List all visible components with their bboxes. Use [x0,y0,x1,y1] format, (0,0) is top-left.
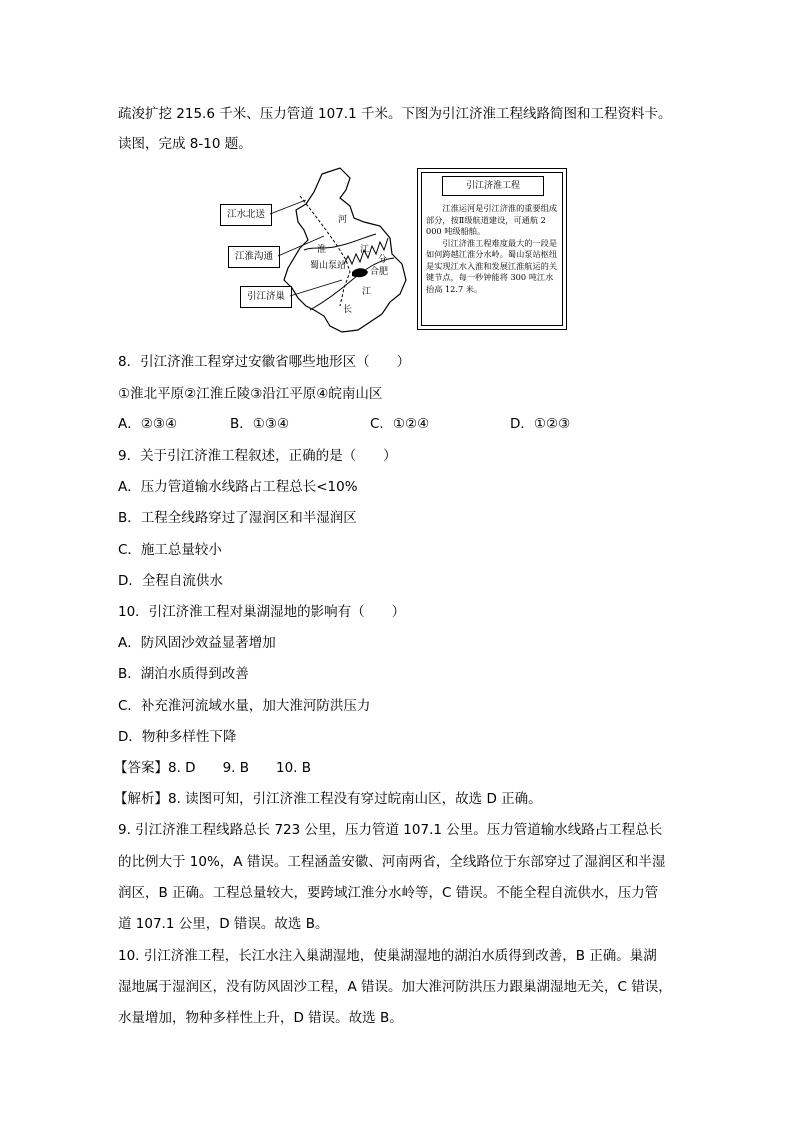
q8-stem: 8．引江济淮工程穿过安徽省哪些地形区（ ） [118,354,411,370]
info-card-text: 江淮运河是引江济淮的重要组成部分，按Ⅱ级航道建设，可通航 2 000 吨级船舶。 引江济淮工程难度最大的一段是如何跨越江淮分水岭。蜀山泵站枢纽是实现江水入淮和发展江淮航运的关键节点，每一秒钟能将 300 吨江水抬高 12.7 米。 [426,203,558,294]
q10-choice-b: B．湖泊水质得到改善 [118,666,249,682]
analysis-line-7: 湿地属于湿润区，没有防风固沙工程，A 错误。加大淮河防洪压力跟巢湖湿地无关，C 错误， [118,979,672,995]
analysis-line-2: 9. 引江济淮工程线路总长 723 公里，压力管道 107.1 公里。压力管道输水线路占工程总长 [118,822,663,838]
q9-stem: 9．关于引江济淮工程叙述，正确的是（ ） [118,448,397,464]
label-box-south: 引江济巢 [240,286,292,308]
q10-choice-c: C．补充淮河流域水量，加大淮河防洪压力 [118,698,371,714]
q9-choice-a: A．压力管道输水线路占工程总长<10% [118,479,358,495]
info-card-title: 引江济淮工程 [442,176,544,196]
map-label-shushan: 蜀山泵站 [310,261,347,271]
q10-stem: 10．引江济淮工程对巢湖湿地的影响有（ ） [118,604,406,620]
q8-choice-d: D．①②③ [510,416,571,432]
analysis-line-1: 【解析】8. 读图可知，引江济淮工程没有穿过皖南山区，故选 D 正确。 [114,791,542,807]
leader-lines [214,160,414,340]
q9-choice-b: B．工程全线路穿过了湿润区和半湿润区 [118,510,357,526]
map-label-jiang: 江 [362,287,372,297]
q8-items: ①淮北平原②江淮丘陵③沿江平原④皖南山区 [118,386,383,402]
label-box-north: 江水北送 [220,204,272,226]
leader-line-south [290,280,342,296]
q8-choice-c: C．①②④ [370,416,430,432]
q10-choice-d: D．物种多样性下降 [118,729,237,745]
q10-choice-a: A．防风固沙效益显著增加 [118,635,276,651]
answer-line: 【答案】8. D 9. B 10. B [114,760,312,776]
analysis-line-4: 润区，B 正确。工程总量较大，要跨域江淮分水岭等，C 错误。不能全程自流供水，压力管 [118,885,659,901]
map-label-fen: 分 [378,255,388,265]
q8-choice-b: B．①③④ [230,416,290,432]
q8-choice-a: A．②③④ [118,416,178,432]
analysis-line-6: 10. 引江济淮工程，长江水注入巢湖湿地，使巢湖湿地的湖泊水质得到改善，B 正确。巢湖 [118,948,657,964]
map-label-jiang2: 江 [360,245,370,255]
q9-choice-c: C．施工总量较小 [118,542,222,558]
leader-line-north [270,200,306,214]
map-label-he: 河 [338,215,348,225]
label-box-middle: 江淮沟通 [228,246,280,268]
intro-line-2: 读图，完成 8-10 题。 [118,136,252,152]
info-card [417,168,567,330]
analysis-line-8: 水量增加，物种多样性上升，D 错误。故选 B。 [118,1010,403,1026]
analysis-line-5: 道 107.1 公里，D 错误。故选 B。 [118,916,329,932]
map-label-chang: 长 [343,305,353,315]
map-label-hefei: 合肥 [370,267,389,277]
intro-line-1: 疏浚扩挖 215.6 千米、压力管道 107.1 千米。下图为引江济淮工程线路简图和工程资料卡。 [118,106,672,122]
map-label-huai: 淮 [317,245,327,255]
analysis-line-3: 的比例大于 10%，A 错误。工程涵盖安徽、河南两省，全线路位于东部穿过了湿润区和半湿 [118,854,666,870]
q9-choice-d: D．全程自流供水 [118,573,223,589]
